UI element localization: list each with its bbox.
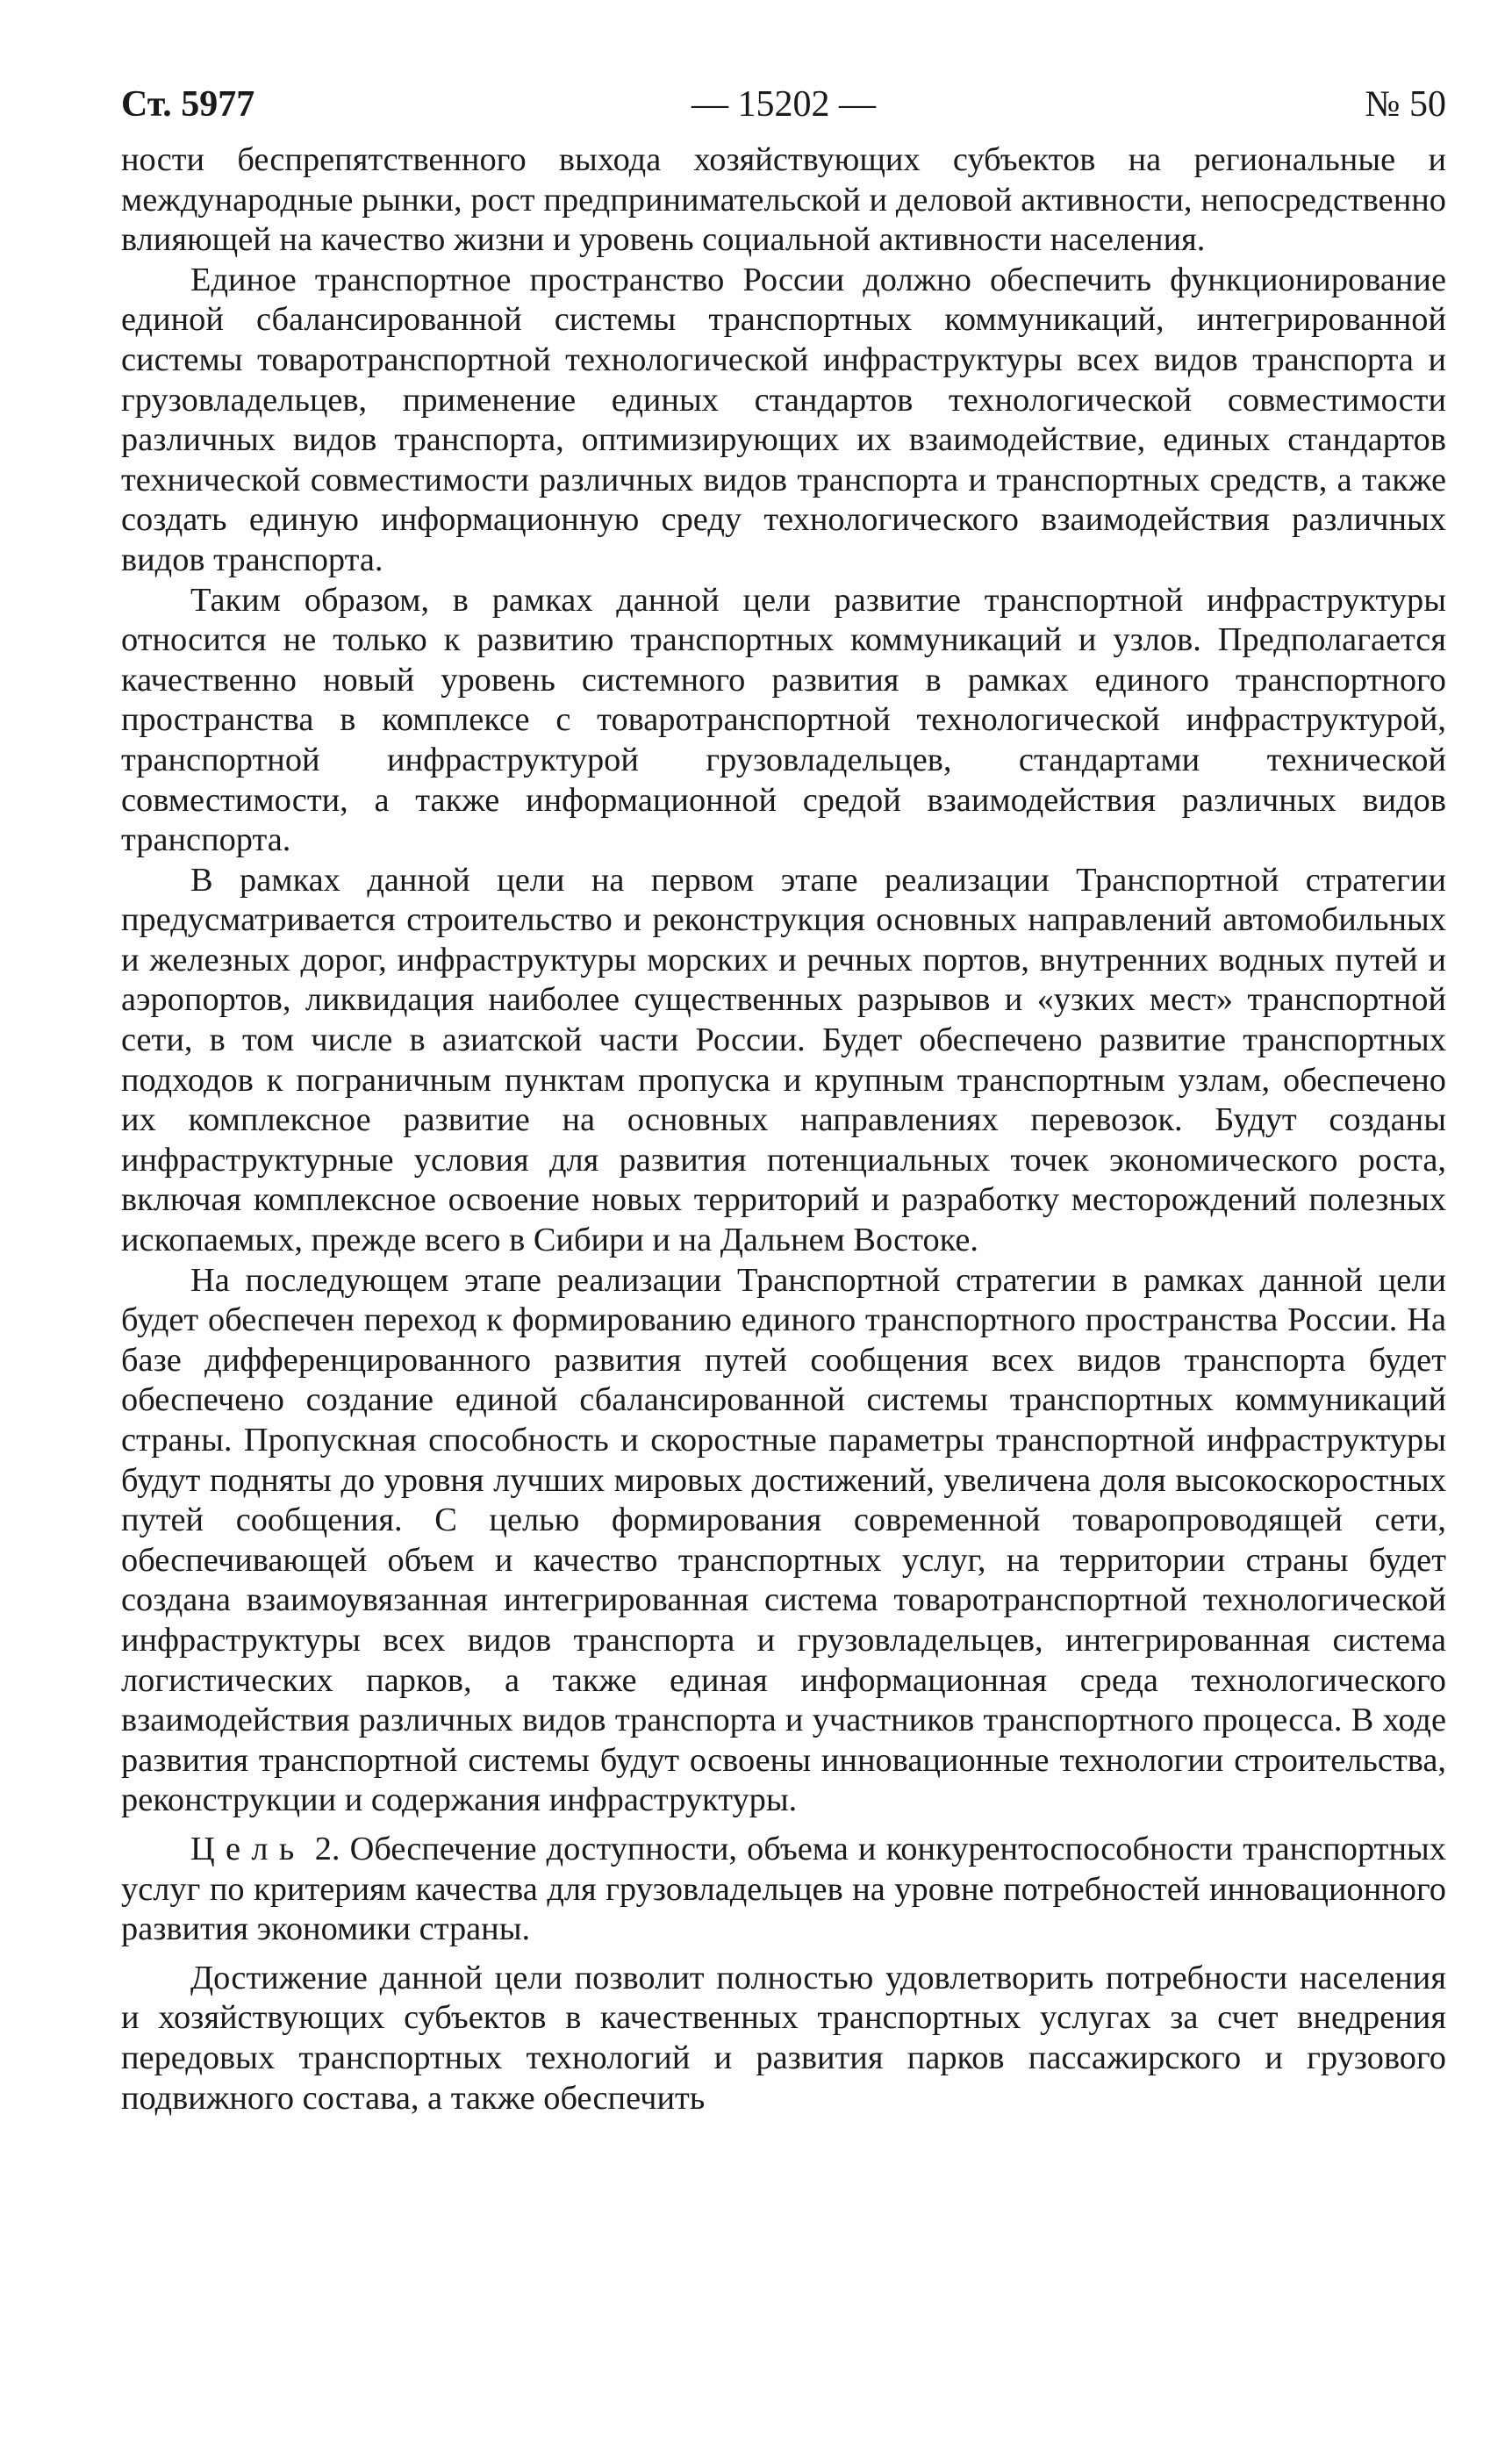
- paragraph: Таким образом, в рамках данной цели развитие транспортной инфраструктуры относится не только к развитию транспортных коммуникаций и узлов. Предполагается качественно новый уровень системного развития в рамках единого транспортного пространства в комплексе с товаротранспортной технологической инфраструктурой, транспортной инфраструктурой грузовладельцев, стандартами технической совместимости, а также информационной средой взаимодействия различных видов транспорта.: [121, 581, 1446, 859]
- paragraph-continuation: ности беспрепятственного выхода хозяйствующих субъектов на региональные и международные рынки, рост предпринимательской и деловой активности, непосредственно влияющей на качество жизни и уровень социальной активности населения.: [121, 141, 1446, 259]
- goal-text: 2. Обеспечение доступности, объема и конкурентоспособности транспортных услуг по критериям качества для грузовладельцев на уровне потребностей инновационного развития экономики страны.: [121, 1830, 1446, 1948]
- page-number: — 15202 —: [692, 84, 876, 125]
- page-header: [121, 79, 1446, 130]
- goal-label: Цель: [190, 1830, 305, 1867]
- document-body: [121, 140, 1446, 2118]
- issue-number: № 50: [1365, 84, 1446, 125]
- paragraph: На последующем этапе реализации Транспортной стратегии в рамках данной цели будет обеспечен переход к формированию единого транспортного пространства России. На базе дифференцированного развития путей сообщения всех видов транспорта будет обеспечено создание единой сбалансированной системы транспортных коммуникаций страны. Пропускная способность и скоростные параметры транспортной инфраструктуры будут подняты до уровня лучших мировых достижений, увеличена доля высокоскоростных путей сообщения. С целью формирования современной товаропроводящей сети, обеспечивающей объем и качество транспортных услуг, на территории страны будет создана взаимоувязанная интегрированная система товаротранспортной технологической инфраструктуры всех видов транспорта и грузовладельцев, интегрированная система логистических парков, а также единая информационная среда технологического взаимодействия различных видов транспорта и участников транспортного процесса. В ходе развития транспортной системы будут освоены инновационные технологии строительства, реконструкции и содержания инфраструктуры.: [121, 1261, 1446, 1819]
- paragraph: В рамках данной цели на первом этапе реализации Транспортной стратегии предусматривается строительство и реконструкция основных направлений автомобильных и железных дорог, инфраструктуры морских и речных портов, внутренних водных путей и аэропортов, ликвидация наиболее существенных разрывов и «узких мест» транспортной сети, в том числе в азиатской части России. Будет обеспечено развитие транспортных подходов к пограничным пунктам пропуска и крупным транспортным узлам, обеспечено их комплексное развитие на основных направлениях перевозок. Будут созданы инфраструктурные условия для развития потенциальных точек экономического роста, включая комплексное освоение новых территорий и разработку месторождений полезных ископаемых, прежде всего в Сибири и на Дальнем Востоке.: [121, 861, 1446, 1259]
- goal-paragraph: [121, 1830, 1446, 1950]
- paragraph: Достижение данной цели позволит полностью удовлетворить потребности населения и хозяйствующих субъектов в качественных транспортных услугах за счет внедрения передовых транспортных технологий и развития парков пассажирского и грузового подвижного состава, а также обеспечить: [121, 1959, 1446, 2117]
- article-number: Ст. 5977: [121, 84, 255, 125]
- paragraph: Единое транспортное пространство России должно обеспечить функционирование единой сбалансированной системы транспортных коммуникаций, интегрированной системы товаротранспортной технологической инфраструктуры всех видов транспорта и грузовладельцев, применение единых стандартов технологической совместимости различных видов транспорта, оптимизирующих их взаимодействие, единых стандартов технической совместимости различных видов транспорта и транспортных средств, а также создать единую информационную среду технологического взаимодействия различных видов транспорта.: [121, 261, 1446, 578]
- document-page: [121, 79, 1446, 2118]
